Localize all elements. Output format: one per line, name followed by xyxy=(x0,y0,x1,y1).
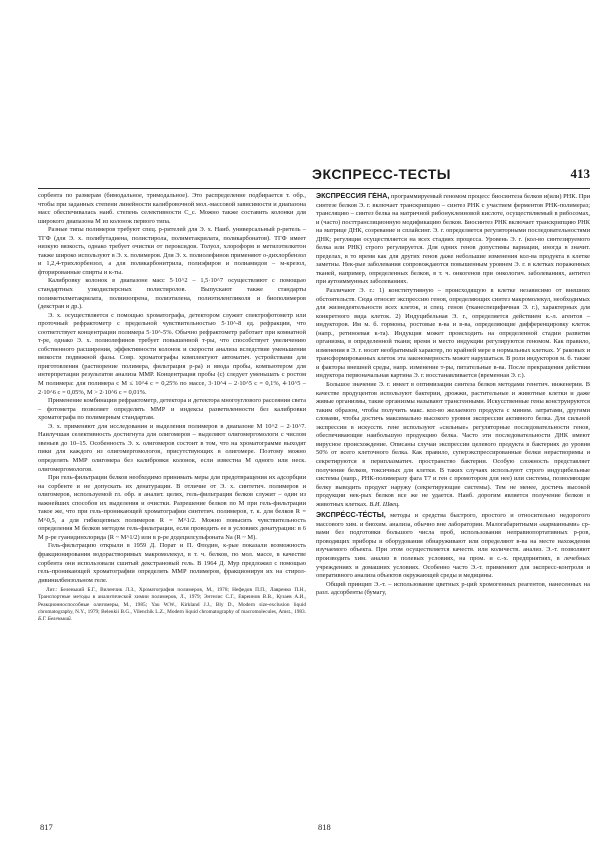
article-express-tests xyxy=(316,511,590,580)
right-paragraph xyxy=(316,581,590,598)
left-column xyxy=(38,192,306,820)
left-paragraph: сорбента по размерам (бимодальное, тримодальное). Это распределение подбирается т. обр., чтобы при заданных степени линейности калибровочной мол.-массовой зависимости и диапазона масс обеспечивалась наиб. степень селективности С_c. Можно также составить колонки для широкого диапазона М из колонок первого типа. xyxy=(38,192,306,225)
entry-text: методы и средства быстрого, простого и относительно недорогого массового хим. и биохим. анализа, обычно вне лаборатории. Малогабаритными «карманными» ср-вами без подготовки большого числа проб, использования неправиопортативных р-ров, проводящих приборы и оборудования обнаруживают или определяют в-ва на месте нахождения изучаемого объекта. При этом осуществляется качеств. или количеств. анализ. Э.-т. позволяют производить хим. анализ в полевых условиях, на пром. и с.-х. предприятиях, в лечебных учреждениях и домашних условиях. Особенно часто Э.-т. применяют для экспресс-контроля и оперативного анализа объектов окружающей среды и медицины. xyxy=(316,512,590,580)
left-paragraph: Применение комбинации рефрактометр, детектора и детектора многоуглового рассеяния света – фотометра позволяет определять ММР и индексы разветвленности без калибровки хроматографа по полимерным стандартам. xyxy=(38,397,306,422)
entry-text: Общий принцип Э.-т. – использование цветных р-ций хромогенных реагентов, нанесенных на разл. адсорбенты (бумагу, xyxy=(316,580,590,597)
right-paragraph xyxy=(316,287,590,381)
entry-text: Большое значение Э. г. имеет в оптимизации синтеза белков методами генетич. инженерии. В качестве продуцентов используют бактерии, дрожжи, растительные и животные клетки и даже живые организмы, такие организмы называют трансгенными. Искусственные гены конструируются таким образом, чтобы получить макс. кол-во желаемого продукта с миним. затратами, другими словами, чтобы достичь максимально высокого уровня экспрессии активного белка. Для сильной экспрессии в искусств. гене используют «сильные» регуляторные последовательности генов, обеспечивающие наибольшую продукцию белка. Часто эти последовательности ДНК имеют вирусное происхождение. Описаны случаи экспрессии целевого продукта в бактериях до уровня 50% от всего клеточного белка. Как правило, суперэкспрессированные белки нерастворимы и секретируются в периплазматич. пространство бактерии. Особую сложность представляет получение белков, токсичных для клетки. В таких случаях используют строго индуцибельные системы (напр., РНК-полимеразу фага T7 и ген с промотором для нее) или системы, позволяющие белку выводить продукт наружу (секретирующие системы). Тем не менее, достичь высокой продукции нек-рых белков все же не удается. Наиб. дорогим является получение белков в животных клетках. xyxy=(316,381,590,508)
left-paragraph: Гель-фильтрацию открыли в 1959 Д. Порат и П. Флодин, к-рые показали возможность фракционирования водорастворимых макромолекул, в т. ч. белков, по мол. массе, в качестве сорбента они использовали сшитый декстрановый гель. В 1964 Д. Мур предложил с помощью гель-проникающей хроматографии определять ММР полимеров, фракционируя их на стирол-дивинилбензольном геле. xyxy=(38,542,306,584)
left-paragraph: Калибровку колонок в диапазоне масс 5·10^2 – 1,5·10^7 осуществляют с помощью стандартных узкодисперсных полистиролов. Выпускают также стандарты полиметилметакрилата, полиизопрена, полиэтилена, полиэтиленгликоля и биополимеров (декстран и др.). xyxy=(38,277,306,311)
left-paragraph: При гель-фильтрации белков необходимо принимать меры для предотвращения их адсорбции на сорбенте и не допускать их денатурации. В отличие от Э. х. синтетич. полимеров и олигомеров, используемой гл. обр. в аналит. целях, гель-фильтрация белков служит – один из важнейших способов их выделения и очистки. Разрешение белков по М при гель-фильтрации такое же, что при гель-проникающей хроматографии синтетич. полимеров, т. к. для белков R = M^0,5, а для гибкоцепных полимеров R = M^1/2. Можно повысить чувствительность определения М белков методом гель-фильтрации, если проводить ее в условиях денатурации: в 6 М р-ре гуанидинхлорида (R ~ M^1/2) или в р-ре додецилсульфоната Na (R ~ M). xyxy=(38,474,306,541)
entry-heading: ЭКСПРЕ́ССИЯ ГЕ́НА, xyxy=(316,192,390,200)
entry-author: В.И. Швец. xyxy=(369,500,400,508)
left-paragraph: Э. х. применяют для исследования и выделения полимеров в диапазоне М 10^2 – 2·10^7. Наилучшая селективность достигнута для олигомеров – выделяют олигомергомологи с числом звеньев до 10–15. Особенность Э. х. олигомеров состоит в том, что на хроматограмме выходят пики для каждого из олигомергомологов, присутствующих в олигомере. Поэтому можно определять ММР олигомера без калибровки колонок, если известна М одного или неск. олигомергомологов. xyxy=(38,422,306,473)
footer-left-page: 817 xyxy=(40,822,53,832)
literature-list xyxy=(38,587,306,623)
right-paragraph xyxy=(316,381,590,509)
entry-heading: ЭКСПРЕ́СС-ТЕ́СТЫ, xyxy=(316,510,386,520)
right-column xyxy=(316,192,590,820)
page-number: 413 xyxy=(570,166,590,181)
running-title: ЭКСПРЕСС-ТЕСТЫ xyxy=(312,166,451,182)
article-gene-expression xyxy=(316,192,590,287)
literature-author: Б.Г. Беленький. xyxy=(38,616,72,623)
left-paragraph: Э. х. осуществляется с помощью хроматографа, детектором служит спектрофотометр или проточный рефрактометр с предельной чувствительностью 5·10^-8 ед. рефракции, что соответствует концентрации полимера 5·10^-5%. Обычно рефрактометр работает при комнатной т-ре, однако Э. х. полиолефинов требует повышенной т-ры, что способствует увеличению собственного расширения, эффективности колонок и скорости анализа вследствие уменьшения вязкости подвижной фазы. Совр. хроматографы комплектуют автоматич. устройствами для приготовления (растворение полимера, фильтрация р-ра) и ввода пробы, компьютером для интерпретации результатов анализа ММР. Концентрация пробы (с) следует уменьшать с ростом М полимера: для полимера с М ≤ 10^4 с = 0,25% по массе, 3·10^4 – 2·10^5 с = 0,1%, 4·10^5 – 2·10^6 с = 0,05%, М > 2·10^6 с = 0,01%. xyxy=(38,311,306,396)
footer-right-page: 818 xyxy=(318,822,331,832)
entry-text: Различают Э. г.: 1) конститутивную – происходящую в клетке независимо от внешних обстоятельств. Сюда относят экспрессию генов, определяющих синтез макромолекул, необходимых для жизнедеятельности всех клеток, и спец. генов (тканеспецифичная Э. г.), характерных для конкретного вида клеток. 2) Индуцибельная Э. г., определяется действием к.-л. агентов – индукторов. Им м. б. гормоны, ростовые в-ва и в-ва, определяющие дифференцировку клеток (напр., ретиноевая к-та). Индукция может происходить на определенной стадии развития организма, в определенной ткани; время и место индукции регулируются геномом. Как правило, изменения в Э. г. носят необратимый характер, по крайней мере в нормальных клетках. У раковых и трансформированных клеток эта закономерность может нарушаться. В роли индукторов м. б. также и факторы внешней среды, напр. изменение т-ры, питательные в-ва. После прекращения действия индуктора первоначальная картина Э. г. восстанавливается (временная Э. г.). xyxy=(316,287,590,380)
left-paragraph: Разные типы полимеров требуют спец. р-рителей для Э. х. Наиб. универсальный р-ритель – ТГФ (для Э. х. полибутадиена, полистирола, полиметакрилата, поликарбонатов). ТГФ имеет низкую вязкость, однако требует очистки от пероксидов. Толуол, хлороформ и метилэтилкетон также широко используют в Э. х. полимеров. Для Э. х. полиолефинов применяют о-дихлорбензол и 1,2,4-трихлорбензол, а для поликарбонитрила, полиэфиров и полиамидов – м-крезол, фторированные спирты и к-ты. xyxy=(38,226,306,276)
running-header xyxy=(312,166,590,188)
header-rule xyxy=(38,188,590,189)
entry-text: программируемый геномом процесс биосинтеза белков и(или) РНК. При синтезе белков Э. г. включает транскрипцию – синтез РНК с участием ферментов РНК-полимераз; трансляцию – синтез белка на матричной рибонуклеиновой кислоте, осуществляемый в рибосомах, и (часто) посттрансляционную модификацию белков. Биосинтез РНК включает транскрипцию РНК на матрице ДНК, созревание и сплайсинг. Э. г. определяется регуляторными последовательностями ДНК; регуляция осуществляется на всех стадиях процесса. Уровень Э. г. (кол-во синтезируемого белка или РНК) строго регулируется. Для одних генов допустимы вариации, иногда в значит. пределах, в то время как для других генов даже небольшие изменения кол-ва продукта в клетке заметны. Нек-рые заболевания сопровождаются повышенным уровнем Э. г. в клетках пораженных тканей, например, определенных белков, в т. ч. онкогенов при онкологич. заболеваниях, антител при аутоиммунных заболеваниях. xyxy=(316,193,590,286)
literature-text: Лит.: Беленький Б.Г., Виленчик Л.З., Хроматография полимеров, М., 1978; Нефедов П.П., Лавренко П.Н., Транспортные методы в аналитической химии полимеров, Л., 1979; Энтелис С.Г., Евреинов В.В., Кузаев А.И., Реакционноспособные олигомеры, М., 1985; Yau W.W., Kirkland J.J., Bly D., Modern size-exclusion liquid chromatography, N.Y., 1979; Belenkii B.G., Vilenchik L.Z., Modern liquid chromatography of macromolecules, Amst., 1983. xyxy=(38,587,306,616)
